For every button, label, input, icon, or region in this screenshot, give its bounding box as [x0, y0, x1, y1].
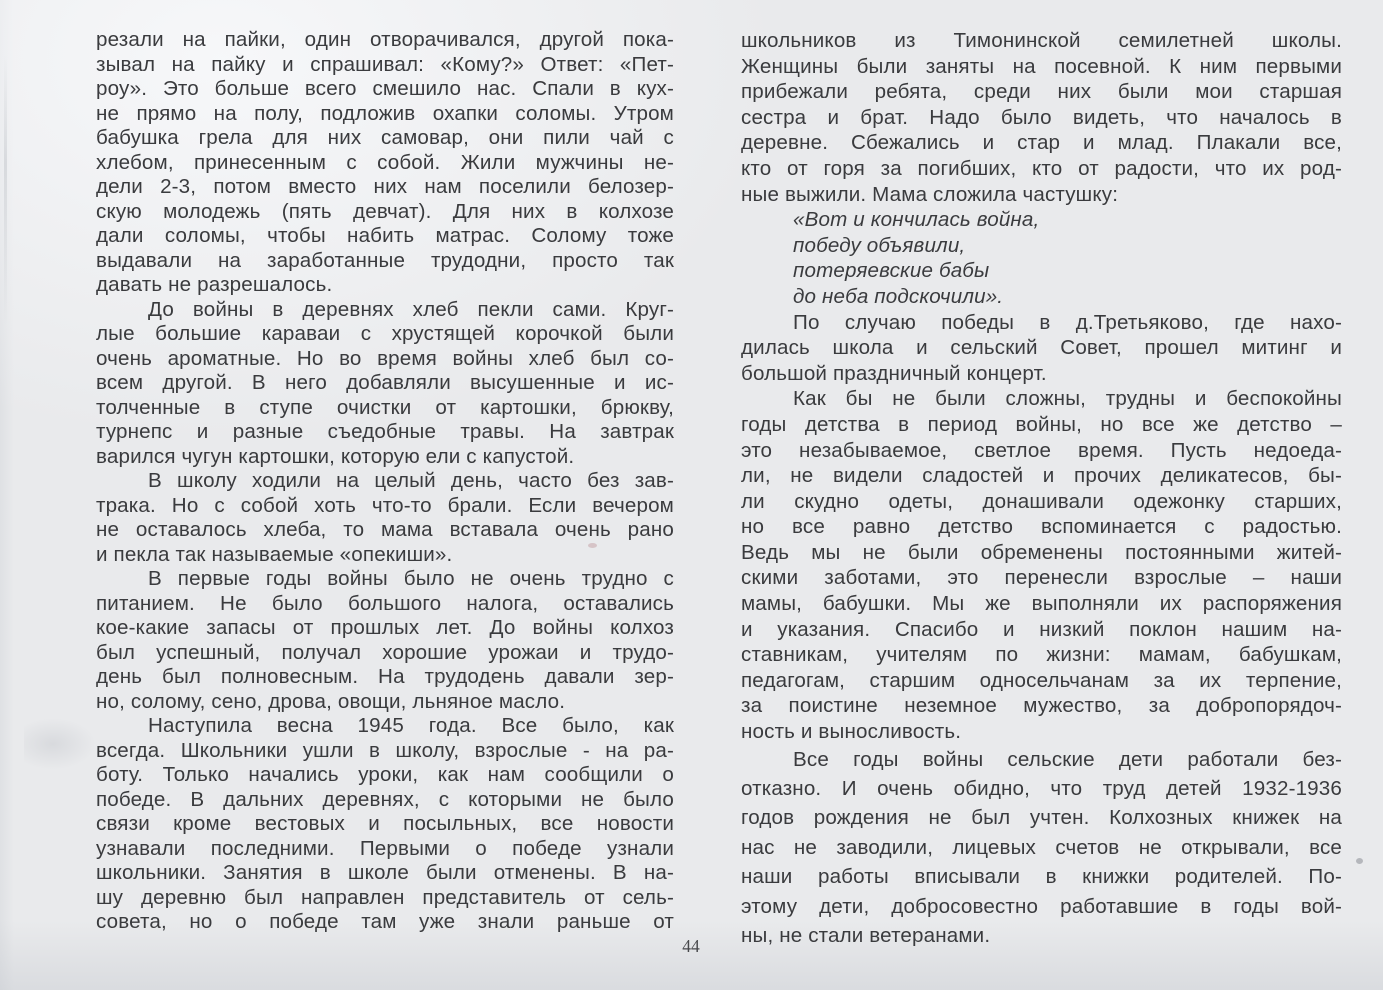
text-line: не прямо на полу, подложив охапки соломы. Утром	[96, 101, 674, 125]
text-line: турнепс и разные съедобные травы. На завтрак	[96, 420, 674, 443]
left-text-column	[96, 28, 674, 935]
text-line: трака. Но с собой хоть что-то брали. Если вечером	[96, 493, 674, 517]
text-line: питанием. Не было большого налога, оставались	[96, 591, 674, 615]
verse-line: потеряевские бабы	[793, 259, 990, 283]
text-line: деревне. Сбежались и стар и млад. Плакали все,	[741, 131, 1342, 155]
text-line: сестра и брат. Надо было видеть, что началось в	[741, 105, 1342, 129]
text-line: скими заботами, это перенесли взрослые – наши	[741, 566, 1342, 590]
text-line: и указания. Спасибо и низкий поклон нашим на-	[741, 617, 1342, 641]
text-line: наши работы вписывали в книжки родителей. По-	[741, 865, 1342, 889]
text-line: бабушка грела для них самовар, они пили чай с	[96, 126, 674, 149]
page-number: 44	[682, 936, 700, 956]
text-line: не оставалось хлеба, то мама вставала очень рано	[96, 518, 674, 541]
scan-crease-artifact	[4, 55, 7, 325]
text-line: зывал на пайку и спрашивал: «Кому?» Ответ: «Пет-	[96, 52, 674, 76]
verse-block	[741, 207, 1342, 309]
scan-speck-artifact	[1356, 858, 1363, 864]
text-line: лые большие караваи с хрустящей корочкой были	[96, 322, 674, 345]
text-line: ны, не стали ветеранами.	[741, 924, 991, 948]
verse-line: до неба подскочили».	[793, 284, 1004, 308]
text-line: прибежали ребята, среди них были мои старшая	[741, 80, 1342, 104]
text-line: По случаю победы в д.Третьяково, где нахо-	[793, 310, 1342, 334]
text-line: связи кроме вестовых и посыльных, все новости	[96, 812, 674, 835]
text-line: давать не разрешалось.	[96, 273, 333, 296]
text-line: В первые годы войны было не очень трудно с	[148, 567, 674, 590]
text-line: победе. В дальних деревнях, с которыми не было	[96, 787, 674, 811]
paragraph	[741, 386, 1342, 744]
text-line: педагогам, старшим односельчанам за их терпение,	[741, 668, 1342, 692]
text-line: ность и выносливость.	[741, 720, 962, 744]
paragraph	[741, 310, 1342, 387]
text-line: Все годы войны сельские дети работали без-	[793, 747, 1342, 771]
text-line: всегда. Школьники ушли в школу, взрослые - на ра-	[96, 738, 674, 762]
text-line: В школу ходили на целый день, часто без зав-	[148, 469, 674, 492]
text-line: ли, не видели сладостей и прочих деликатесов, бы-	[741, 464, 1342, 488]
text-line: школьников из Тимонинской семилетней школы.	[741, 29, 1342, 52]
text-line: Ведь мы не были обременены постоянными житей-	[741, 540, 1342, 564]
text-line: школьники. Занятия в школе были отменены. В на-	[96, 861, 674, 884]
text-line: за поистине неземное мужество, за добропорядоч-	[741, 694, 1342, 718]
paragraph	[96, 469, 674, 567]
text-line: был успешный, получал хорошие урожаи и трудо-	[96, 640, 674, 664]
text-line: очень ароматные. Но во время войны хлеб был со-	[96, 346, 674, 370]
text-line: дали соломы, чтобы набить матрас. Солому тоже	[96, 224, 674, 247]
text-line: кто от горя за погибших, кто от радости, что их род-	[741, 156, 1342, 180]
right-text-column	[741, 28, 1342, 950]
text-line: годов рождения не был учтен. Колхозных книжек на	[741, 806, 1342, 830]
text-line: До войны в деревнях хлеб пекли сами. Круг-	[148, 297, 674, 321]
text-line: ли скудно одеты, донашивали одежонку старших,	[741, 489, 1342, 513]
text-line: толченные в ступе очистки от картошки, брюкву,	[96, 395, 674, 419]
text-line: Женщины были заняты на посевной. К ним первыми	[741, 54, 1342, 78]
paragraph	[96, 28, 674, 298]
paragraph	[741, 28, 1342, 207]
text-line: нас не заводили, лицевых счетов не открывали, все	[741, 835, 1342, 859]
verse-line: «Вот и кончилась война,	[793, 208, 1040, 232]
text-line: резали на пайки, один отворачивался, другой пока-	[96, 28, 674, 51]
text-line: ные выжили. Мама сложила частушку:	[741, 182, 1119, 206]
text-line: этому дети, добросовестно работавшие в годы вой-	[741, 894, 1342, 918]
text-line: скую молодежь (пять девчат). Для них в колхозе	[96, 199, 674, 223]
text-line: но, солому, сено, дрова, овощи, льняное масло.	[96, 689, 566, 713]
text-line: и пекла так называемые «опекиши».	[96, 542, 453, 566]
verse-line: победу объявили,	[793, 233, 966, 257]
paragraph	[96, 567, 674, 714]
text-line: Как бы не были сложны, трудны и беспокойны	[793, 387, 1342, 411]
text-line: боту. Только начались уроки, как нам сообщили о	[96, 763, 674, 786]
text-line: мамы, бабушки. Мы же выполняли их распоряжения	[741, 592, 1342, 616]
text-line: годы детства в период войны, но все же детство –	[741, 412, 1342, 436]
text-line: кое-какие запасы от прошлых лет. До войны колхоз	[96, 616, 674, 639]
text-line: это незабываемое, светлое время. Пусть недоеда-	[741, 438, 1342, 462]
text-line: дилась школа и сельский Совет, прошел митинг и	[741, 336, 1342, 360]
text-line: выдавали на заработанные трудодни, просто так	[96, 248, 674, 272]
paragraph	[96, 714, 674, 935]
scan-smudge-artifact	[24, 718, 96, 770]
paragraph	[96, 298, 674, 470]
text-line: варился чугун картошки, которую ели с капустой.	[96, 444, 575, 468]
text-line: большой праздничный концерт.	[741, 361, 1047, 385]
text-line: совета, но о победе там уже знали раньше от	[96, 910, 674, 933]
text-line: роу». Это больше всего смешило нас. Спали в кух-	[96, 77, 674, 100]
text-line: узнавали последними. Первыми о победе узнали	[96, 836, 674, 860]
text-line: шу деревню был направлен представитель от сель-	[96, 885, 674, 909]
text-line: отказно. И очень обидно, что труд детей 1932-1936	[741, 777, 1342, 801]
text-line: дели 2-3, потом вместо них нам поселили белозер-	[96, 175, 674, 198]
text-line: но все равно детство вспоминается с радостью.	[741, 515, 1342, 539]
paragraph	[741, 745, 1342, 951]
text-line: хлебом, принесенным с собой. Жили мужчины не-	[96, 150, 674, 174]
text-line: всем другой. В него добавляли высушенные и ис-	[96, 371, 674, 394]
text-line: Наступила весна 1945 года. Все было, как	[148, 714, 674, 737]
text-line: ставникам, учителям по жизни: мамам, бабушкам,	[741, 643, 1342, 667]
text-line: день был полновесным. На трудодень давали зер-	[96, 665, 674, 688]
